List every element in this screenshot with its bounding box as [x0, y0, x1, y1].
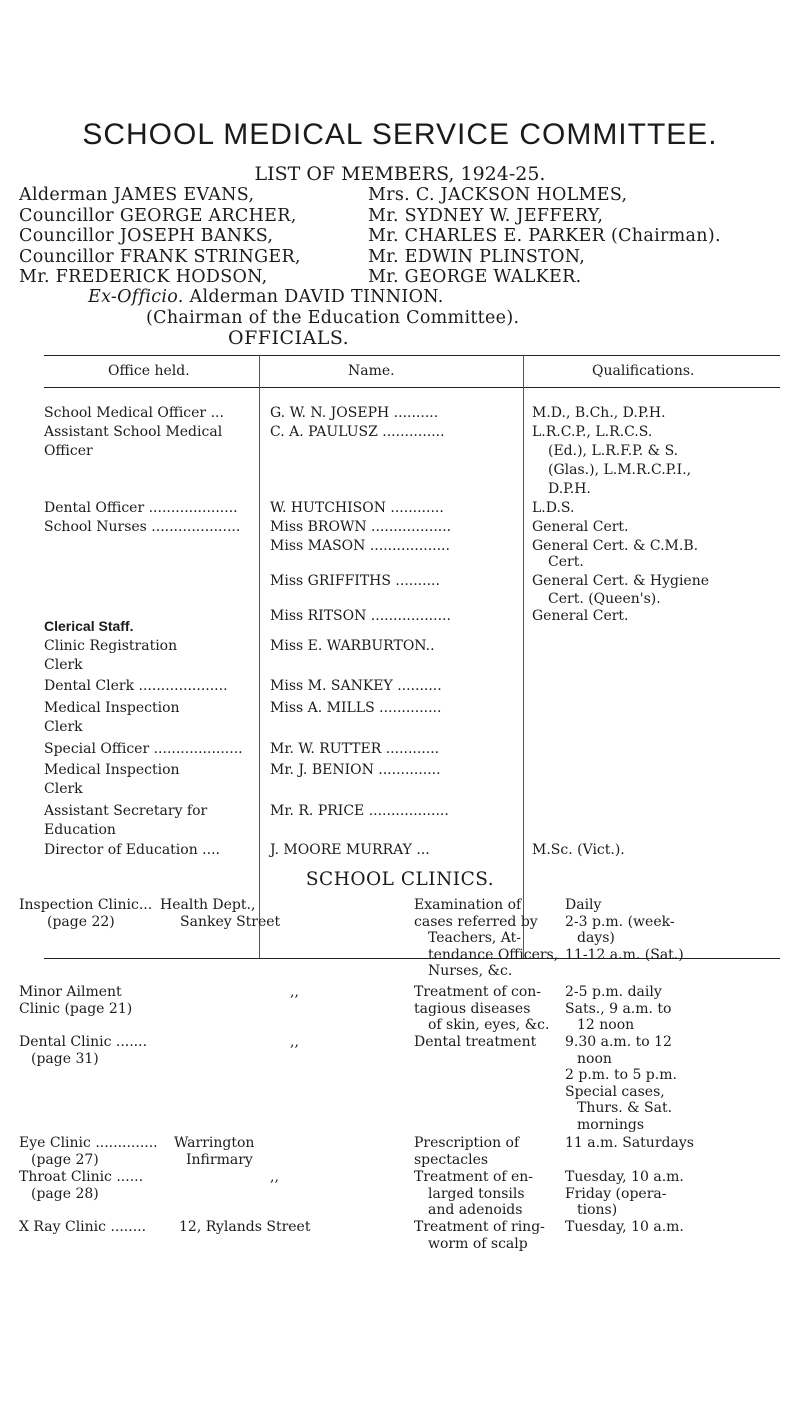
- qualification-cell: M.D., B.Ch., D.P.H.: [532, 405, 666, 421]
- office-cell: Medical Inspection: [44, 700, 180, 716]
- office-cell: Clerk: [44, 781, 83, 797]
- member-item: Councillor JOSEPH BANKS,: [19, 226, 274, 246]
- qualification-cell: (Glas.), L.M.R.C.P.I.,: [548, 462, 692, 478]
- clinic-times-dental: 9.30 a.m. to 12 noon 2 p.m. to 5 p.m. Special cases, Thurs. & Sat. mornings: [565, 1034, 677, 1133]
- member-item: Alderman JAMES EVANS,: [19, 185, 255, 205]
- office-cell: Director of Education ....: [44, 842, 220, 858]
- name-cell: Miss GRIFFITHS ..........: [270, 573, 440, 589]
- clinic-times-eye: 11 a.m. Saturdays: [565, 1135, 694, 1151]
- ex-officio-note: (Chairman of the Education Committee).: [146, 308, 520, 328]
- members-left-list: [19, 185, 301, 288]
- col-header-qualifications: Qualifications.: [592, 363, 695, 379]
- name-cell: Miss M. SANKEY ..........: [270, 678, 442, 694]
- members-right-list: [368, 185, 721, 288]
- clinic-times-throat: Tuesday, 10 a.m. Friday (opera- tions): [565, 1169, 684, 1218]
- clinic-name-dental: Dental Clinic ....... (page 31): [19, 1034, 148, 1067]
- clinic-place-throat: ,,: [270, 1169, 279, 1185]
- name-cell: G. W. N. JOSEPH ..........: [270, 405, 439, 421]
- page-title: SCHOOL MEDICAL SERVICE COMMITTEE.: [82, 118, 718, 151]
- ex-officio-line: [88, 287, 444, 308]
- clinic-place-inspection: Health Dept., Sankey Street: [160, 897, 281, 930]
- name-cell: J. MOORE MURRAY ...: [270, 842, 430, 858]
- ex-officio-text: Alderman DAVID TINNION.: [189, 287, 444, 307]
- office-cell: Officer: [44, 443, 93, 459]
- name-cell: Miss E. WARBURTON..: [270, 638, 435, 654]
- qualification-cell: Cert.: [548, 554, 584, 570]
- clinics-heading: SCHOOL CLINICS.: [305, 869, 495, 890]
- qualification-cell: General Cert. & C.M.B.: [532, 538, 699, 554]
- clinic-times-minor-ailment: 2-5 p.m. daily Sats., 9 a.m. to 12 noon: [565, 984, 672, 1033]
- clinic-purpose-minor-ailment: Treatment of con- tagious diseases of skin, eyes, &c.: [414, 984, 550, 1033]
- office-cell: School Nurses ....................: [44, 519, 241, 535]
- office-cell: School Medical Officer ...: [44, 405, 224, 421]
- qualification-cell: Cert. (Queen's).: [548, 591, 661, 607]
- clinic-purpose-dental: Dental treatment: [414, 1034, 537, 1050]
- qualification-cell: General Cert.: [532, 519, 629, 535]
- name-cell: Miss RITSON ..................: [270, 608, 451, 624]
- table-column-divider: [259, 355, 260, 958]
- clinic-place-minor-ailment: ,,: [290, 984, 299, 1000]
- clinic-purpose-xray: Treatment of ring- worm of scalp: [414, 1219, 545, 1252]
- clinic-place-xray: 12, Rylands Street: [179, 1219, 311, 1235]
- clinic-times-xray: Tuesday, 10 a.m.: [565, 1219, 684, 1235]
- name-cell: W. HUTCHISON ............: [270, 500, 444, 516]
- clinic-purpose-inspection: Examination of cases referred by Teachers, At- tendance Officers, Nurses, &c.: [414, 897, 559, 979]
- clinic-purpose-eye: Prescription of spectacles: [414, 1135, 520, 1168]
- office-cell: Special Officer ....................: [44, 741, 243, 757]
- qualification-cell: M.Sc. (Vict.).: [532, 842, 625, 858]
- col-header-name: Name.: [348, 363, 395, 379]
- qualification-cell: L.D.S.: [532, 500, 575, 516]
- clinic-name-inspection: Inspection Clinic... (page 22): [19, 897, 153, 930]
- name-cell: Mr. R. PRICE ..................: [270, 803, 449, 819]
- table-column-divider: [523, 355, 524, 958]
- member-item: Mr. FREDERICK HODSON,: [19, 267, 268, 287]
- office-cell: Dental Officer ....................: [44, 500, 238, 516]
- clerical-staff-heading: Clerical Staff.: [44, 618, 134, 634]
- table-top-rule: [44, 355, 780, 356]
- office-cell: Dental Clerk ....................: [44, 678, 228, 694]
- member-item: Mr. EDWIN PLINSTON,: [368, 246, 586, 267]
- office-cell: Assistant School Medical: [44, 424, 223, 440]
- clinic-name-throat: Throat Clinic ...... (page 28): [19, 1169, 144, 1202]
- office-cell: Education: [44, 822, 116, 838]
- name-cell: C. A. PAULUSZ ..............: [270, 424, 445, 440]
- member-item: Mr. GEORGE WALKER.: [368, 267, 582, 287]
- name-cell: Miss BROWN ..................: [270, 519, 452, 535]
- office-cell: Clinic Registration: [44, 638, 178, 654]
- office-cell: Clerk: [44, 719, 83, 735]
- name-cell: Mr. W. RUTTER ............: [270, 741, 440, 757]
- col-header-office: Office held.: [108, 363, 190, 379]
- office-cell: Clerk: [44, 657, 83, 673]
- qualification-cell: D.P.H.: [548, 481, 591, 497]
- name-cell: Mr. J. BENION ..............: [270, 762, 441, 778]
- qualification-cell: General Cert.: [532, 608, 629, 624]
- member-item: Mrs. C. JACKSON HOLMES,: [368, 185, 628, 205]
- table-header-rule: [44, 387, 780, 388]
- office-cell: Assistant Secretary for: [44, 803, 208, 819]
- clinic-times-inspection: Daily 2-3 p.m. (week- days) 11-12 a.m. (Sat.): [565, 897, 684, 963]
- officials-heading: OFFICIALS.: [228, 327, 350, 349]
- clinic-name-minor-ailment: Minor Ailment Clinic (page 21): [19, 984, 133, 1017]
- clinic-place-dental: ,,: [290, 1034, 299, 1050]
- qualification-cell: General Cert. & Hygiene: [532, 573, 710, 589]
- ex-officio-label: Ex-Officio.: [88, 287, 184, 307]
- member-item: Councillor FRANK STRINGER,: [19, 246, 301, 267]
- qualification-cell: (Ed.), L.R.F.P. & S.: [548, 443, 679, 459]
- office-cell: Medical Inspection: [44, 762, 180, 778]
- clinic-place-eye: Warrington Infirmary: [174, 1135, 255, 1168]
- member-item: Mr. SYDNEY W. JEFFERY,: [368, 205, 604, 226]
- qualification-cell: L.R.C.P., L.R.C.S.: [532, 424, 653, 440]
- member-item: Mr. CHARLES E. PARKER (Chairman).: [368, 226, 721, 246]
- name-cell: Miss MASON ..................: [270, 538, 450, 554]
- members-heading: LIST OF MEMBERS, 1924-25.: [254, 163, 546, 185]
- clinic-name-xray: X Ray Clinic ........: [19, 1219, 147, 1235]
- member-item: Councillor GEORGE ARCHER,: [19, 205, 297, 226]
- clinic-name-eye: Eye Clinic .............. (page 27): [19, 1135, 158, 1168]
- name-cell: Miss A. MILLS ..............: [270, 700, 442, 716]
- clinic-purpose-throat: Treatment of en- larged tonsils and adenoids: [414, 1169, 534, 1218]
